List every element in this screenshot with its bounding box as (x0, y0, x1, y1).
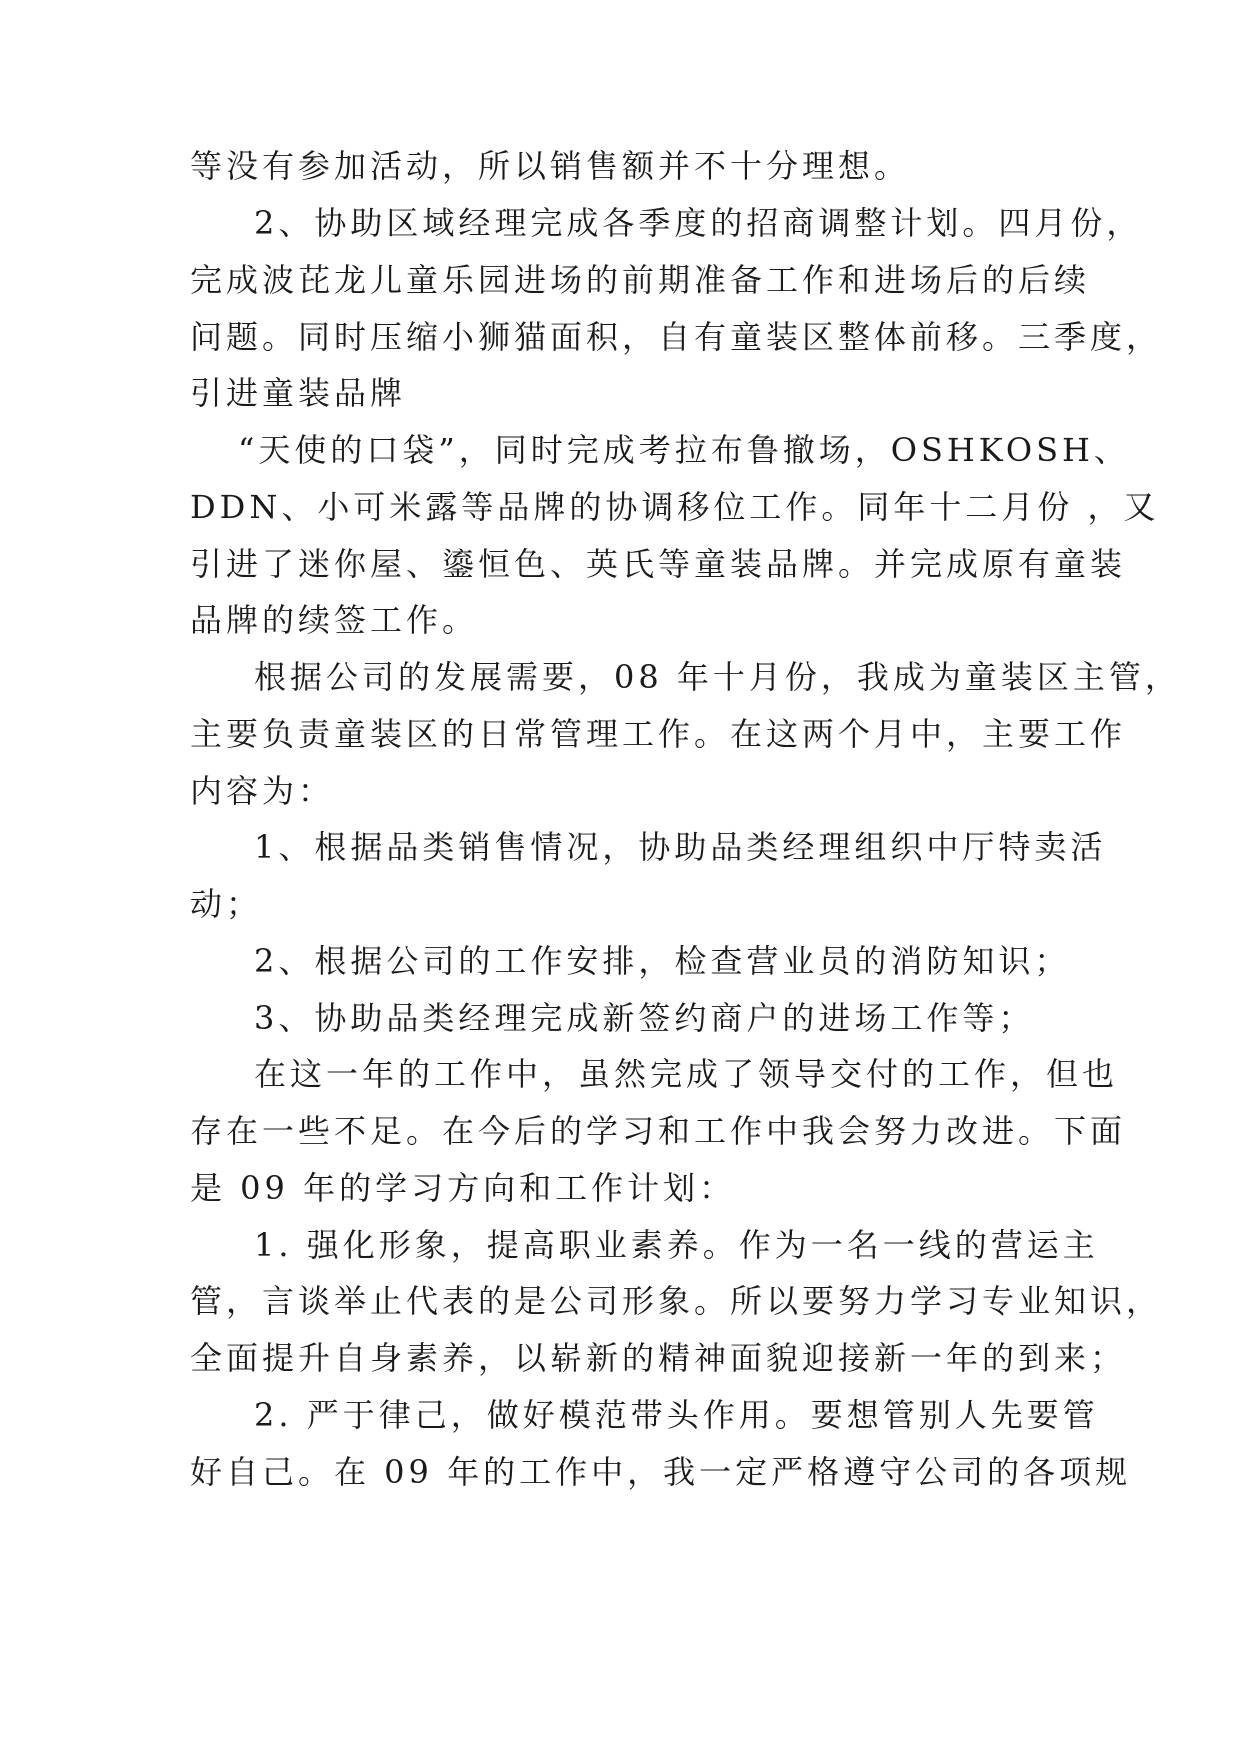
text-line: 动； (190, 885, 263, 923)
text-line: 引进童装品牌 (190, 374, 407, 412)
text-line: 完成波芘龙儿童乐园进场的前期准备工作和进场后的后续 (190, 261, 1091, 299)
text-line: 主要负责童装区的日常管理工作。在这两个月中，主要工作 (190, 715, 1127, 753)
text-line: 根据公司的发展需要，08 年十月份，我成为童装区主管， (254, 658, 1181, 696)
text-line: 2、协助区域经理完成各季度的招商调整计划。四月份， (254, 204, 1143, 242)
text-line: 引进了迷你屋、鎏恒色、英氏等童装品牌。并完成原有童装 (190, 545, 1127, 583)
text-line: 2、根据公司的工作安排，检查营业员的消防知识； (254, 942, 1071, 980)
text-line: 内容为： (190, 772, 335, 810)
text-line: 等没有参加活动，所以销售额并不十分理想。 (190, 147, 911, 185)
text-line: 在这一年的工作中，虽然完成了领导交付的工作，但也 (254, 1055, 1119, 1093)
text-line: 好自己。在 09 年的工作中，我一定严格遵守公司的各项规 (190, 1453, 1132, 1491)
text-line: 1. 强化形象，提高职业素养。作为一名一线的营运主 (254, 1226, 1099, 1264)
text-line: 问题。同时压缩小狮猫面积，自有童装区整体前移。三季度， (190, 318, 1163, 356)
text-line: “天使的口袋”，同时完成考拉布鲁撤场，OSHKOSH、 (238, 431, 1130, 469)
text-line: 全面提升自身素养，以崭新的精神面貌迎接新一年的到来； (190, 1339, 1127, 1377)
text-line: 1、根据品类销售情况，协助品类经理组织中厅特卖活 (254, 828, 1107, 866)
text-line: 是 09 年的学习方向和工作计划： (190, 1169, 736, 1207)
text-line: 2. 严于律己，做好模范带头作用。要想管别人先要管 (254, 1396, 1099, 1434)
text-line: 管，言谈举止代表的是公司形象。所以要努力学习专业知识， (190, 1282, 1163, 1320)
text-line: 品牌的续签工作。 (190, 601, 479, 639)
text-line: 3、协助品类经理完成新签约商户的进场工作等； (254, 999, 1035, 1037)
text-line: DDN、小可米露等品牌的协调移位工作。同年十二月份 ，又 (190, 488, 1160, 526)
text-line: 存在一些不足。在今后的学习和工作中我会努力改进。下面 (190, 1112, 1127, 1150)
